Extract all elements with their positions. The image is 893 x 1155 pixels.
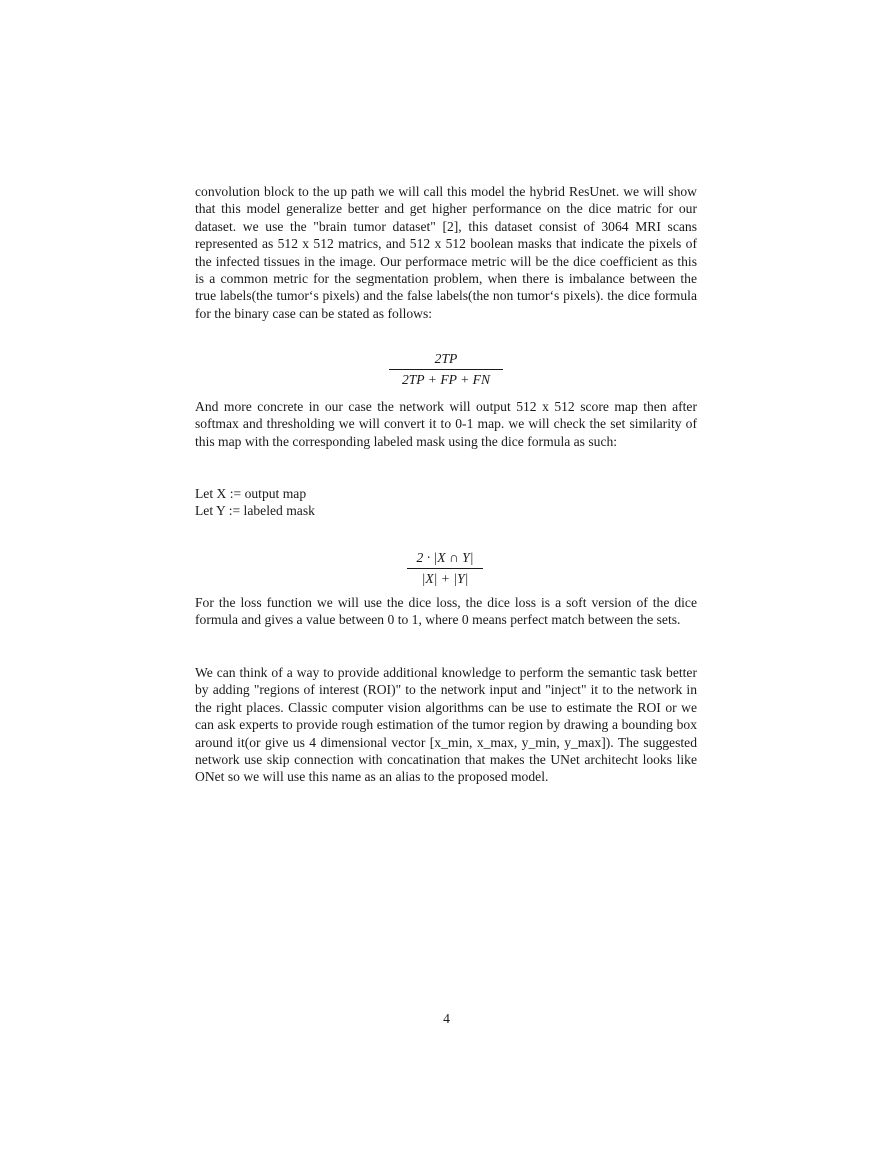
page-number: 4: [443, 1011, 450, 1026]
paragraph-intro-text: convolution block to the up path we will call this model the hybrid ResUnet. we will show that this model generalize better and get higher performance on the dice matric for our dataset. we use the "brain tumor dataset" [2], this dataset consist of 3064 MRI scans represented as 512 x 512 matrics, and 512 x 512 boolean masks that indicate the pixels of the infected tissues in the image. Our performace metric will be the dice coefficient as this is a common metric for the segmentation problem, when there is imbalance between the true labels(the tumor‘s pixels) and the false labels(the non tumor‘s pixels). the dice formula for the binary case can be stated as follows:: [195, 184, 697, 321]
paragraph-intro: [195, 183, 697, 322]
definition-y: Let Y := labeled mask: [195, 503, 315, 519]
equation-dice-sets-denominator: |X| + |Y|: [421, 571, 469, 586]
paragraph-loss-text: For the loss function we will use the dice loss, the dice loss is a soft version of the dice formula and gives a value between 0 to 1, where 0 means perfect match between the sets.: [195, 595, 697, 628]
equation-dice-binary-denominator: 2TP + FP + FN: [401, 372, 491, 387]
equation-dice-sets-numerator: 2 · |X ∩ Y|: [416, 550, 474, 565]
paragraph-score-map: [195, 398, 697, 450]
fraction-bar: [389, 369, 503, 370]
paragraph-score-map-text: And more concrete in our case the network will output 512 x 512 score map then after softmax and thresholding we will convert it to 0-1 map. we will check the set similarity of this map with the corresponding labeled mask using the dice formula as such:: [195, 399, 697, 449]
definition-x: Let X := output map: [195, 486, 307, 501]
definitions-block: [195, 485, 697, 520]
equation-dice-sets: [407, 550, 483, 587]
paragraph-roi: [195, 664, 697, 786]
equation-dice-binary-numerator: 2TP: [434, 351, 458, 366]
fraction-bar: [407, 568, 483, 569]
equation-dice-binary: [389, 351, 503, 388]
paragraph-loss: [195, 594, 697, 629]
paragraph-roi-text: We can think of a way to provide additional knowledge to perform the semantic task better by adding "regions of interest (ROI)" to the network input and "inject" it to the network in the right places. Classic computer vision algorithms can be use to estimate the ROI or we can ask experts to provide rough estimation of the tumor region by drawing a bounding box around it(or give us 4 dimensional vector [x_min, x_max, y_min, y_max]). The suggested network use skip connection with concatination that makes the UNet architecht looks like ONet so we will use this name as an alias to the proposed model.: [195, 665, 697, 785]
